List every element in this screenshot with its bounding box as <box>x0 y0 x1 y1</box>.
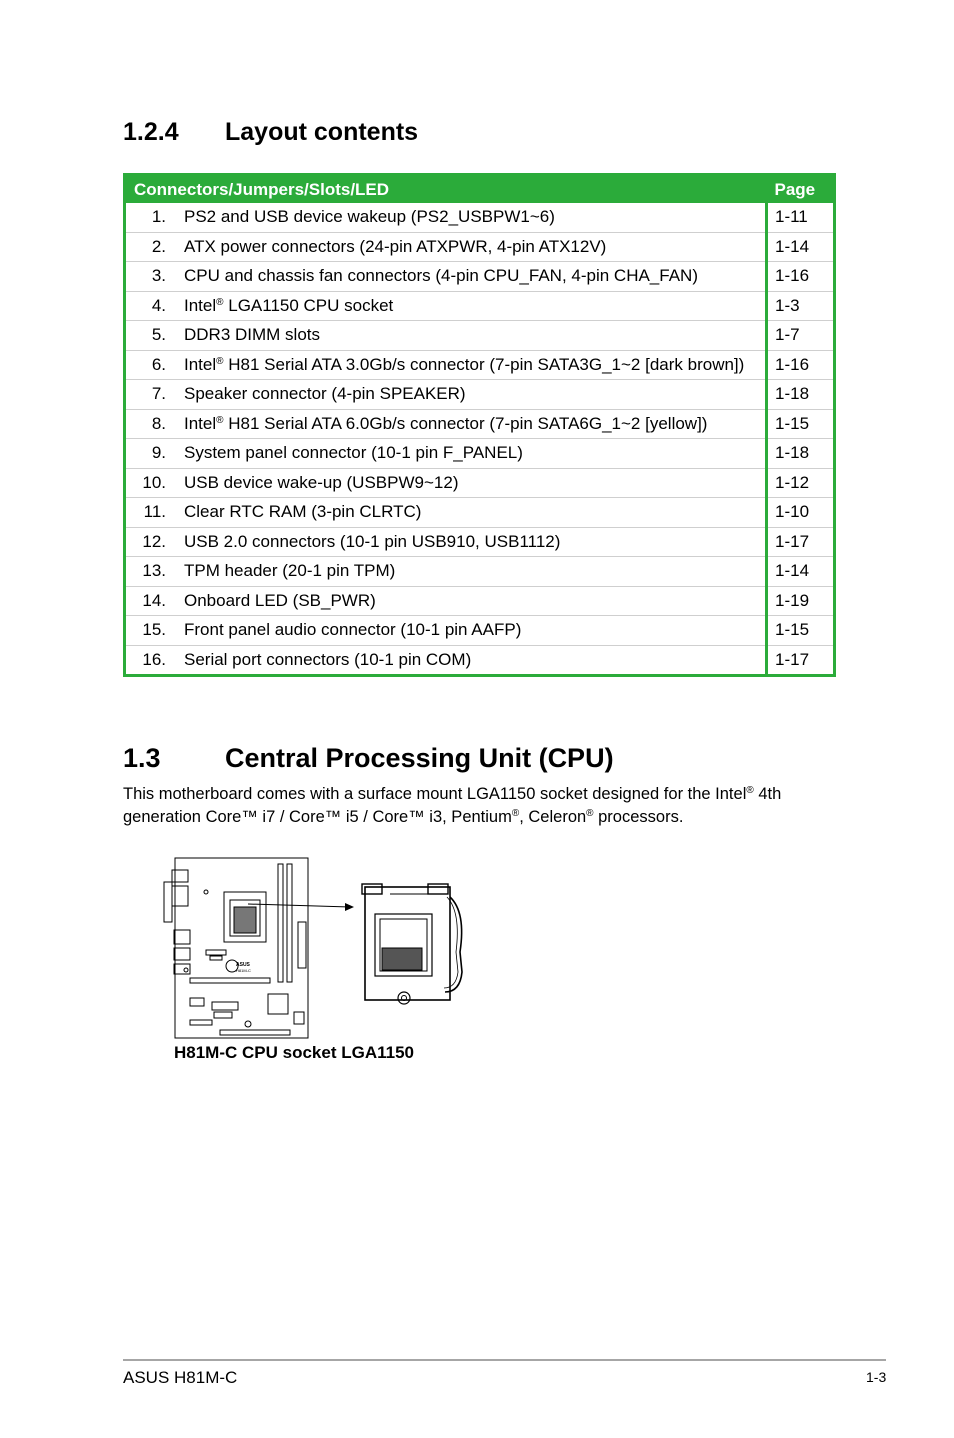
paragraph-text: This motherboard comes with a surface mount LGA1150 socket designed for the Intel <box>123 785 747 803</box>
table-row <box>125 616 835 646</box>
cpu-description-paragraph <box>123 783 843 829</box>
row-description <box>174 291 767 321</box>
description-text: System panel connector (10-1 pin F_PANEL) <box>184 443 523 463</box>
section-number: 1.2.4 <box>123 118 179 146</box>
row-page: 1-12 <box>767 468 835 498</box>
row-number: 15. <box>125 616 175 646</box>
row-page: 1-16 <box>767 262 835 292</box>
row-page: 1-10 <box>767 498 835 528</box>
row-page: 1-11 <box>767 203 835 232</box>
description-text: TPM header (20-1 pin TPM) <box>184 561 396 581</box>
row-number: 4. <box>125 291 175 321</box>
description-text: CPU and chassis fan connectors (4-pin CPU_FAN, 4-pin CHA_FAN) <box>184 266 698 286</box>
description-text: PS2 and USB device wakeup (PS2_USBPW1~6) <box>184 207 555 227</box>
section-title: Layout contents <box>225 118 419 146</box>
description-text: DDR3 DIMM slots <box>184 325 321 345</box>
row-page: 1-15 <box>767 409 835 439</box>
row-number: 12. <box>125 527 175 557</box>
row-number: 11. <box>125 498 175 528</box>
description-text: Onboard LED (SB_PWR) <box>184 590 376 610</box>
row-number: 1. <box>125 203 175 232</box>
table-row <box>125 645 835 676</box>
section-heading-cpu <box>123 743 823 777</box>
description-text: Speaker connector (4-pin SPEAKER) <box>184 384 466 404</box>
paragraph-text: processors. <box>593 808 684 826</box>
description-text: Intel <box>184 295 217 315</box>
description-text: USB 2.0 connectors (10-1 pin USB910, USB1112) <box>184 531 561 551</box>
table-row <box>125 232 835 262</box>
registered-mark: ® <box>216 355 224 367</box>
registered-mark: ® <box>216 296 224 308</box>
row-number: 16. <box>142 649 166 669</box>
row-description <box>174 468 767 498</box>
table-row <box>125 527 835 557</box>
row-description <box>174 557 767 587</box>
table-header-item: Connectors/Jumpers/Slots/LED <box>125 175 767 204</box>
row-number: 7. <box>125 380 175 410</box>
table-row <box>125 262 835 292</box>
table-row <box>125 468 835 498</box>
row-description <box>174 350 767 380</box>
description-text: ATX power connectors (24-pin ATXPWR, 4-pin ATX12V) <box>184 236 607 256</box>
pointer-line <box>248 904 350 907</box>
row-description <box>174 645 767 676</box>
table-row <box>125 586 835 616</box>
description-text: Front panel audio connector (10-1 pin AAFP) <box>184 620 522 640</box>
description-text: Intel <box>184 354 217 374</box>
row-page: 1-16 <box>767 350 835 380</box>
board-logo: ASUS <box>236 962 250 968</box>
paragraph-text: 4th generation Core™ i7 / Core™ i5 / Core™ i3, Pentium <box>123 785 782 826</box>
description-text: USB device wake-up (USBPW9~12) <box>184 472 459 492</box>
row-page: 1-14 <box>767 557 835 587</box>
table-row <box>125 203 835 232</box>
figure-caption: H81M-C CPU socket LGA1150 <box>174 1043 414 1062</box>
row-description <box>174 409 767 439</box>
table-header-row <box>125 175 835 204</box>
registered-mark: ® <box>586 808 594 819</box>
row-page: 1-17 <box>767 527 835 557</box>
row-page: 1-18 <box>767 380 835 410</box>
paragraph-text: , Celeron <box>519 808 587 826</box>
description-text: Intel <box>184 413 217 433</box>
table-header-page: Page <box>767 175 835 204</box>
registered-mark: ® <box>216 414 224 426</box>
arrow-head-icon <box>345 903 354 911</box>
row-page: 1-3 <box>767 291 835 321</box>
row-description <box>174 262 767 292</box>
cpu-socket-diagram <box>160 852 480 1042</box>
row-number: 8. <box>125 409 175 439</box>
row-description <box>174 586 767 616</box>
section-heading-layout-contents <box>123 118 723 150</box>
row-number: 5. <box>125 321 175 351</box>
row-page: 1-7 <box>767 321 835 351</box>
row-number: 3. <box>125 262 175 292</box>
description-text: Clear RTC RAM (3-pin CLRTC) <box>184 502 422 522</box>
row-description <box>174 439 767 469</box>
registered-mark: ® <box>511 808 520 819</box>
description-text: LGA1150 CPU socket <box>223 295 394 315</box>
footer-divider <box>123 1359 886 1361</box>
table-row <box>125 557 835 587</box>
row-description <box>174 380 767 410</box>
table-row <box>125 409 835 439</box>
row-page: 1-17 <box>775 649 810 669</box>
row-number: 2. <box>125 232 175 262</box>
row-description <box>174 527 767 557</box>
table-row <box>125 380 835 410</box>
motherboard-illustration <box>164 858 308 1038</box>
section-title: Central Processing Unit (CPU) <box>225 743 614 773</box>
footer-manual-title: ASUS H81M-C <box>123 1368 238 1387</box>
section-number: 1.3 <box>123 743 161 773</box>
description-text: H81 Serial ATA 3.0Gb/s connector (7-pin SATA3G_1~2 [dark brown]) <box>223 354 745 374</box>
table-row <box>125 350 835 380</box>
table-row <box>125 439 835 469</box>
table-row <box>125 498 835 528</box>
row-number: 6. <box>125 350 175 380</box>
table-row <box>125 321 835 351</box>
table-row <box>125 291 835 321</box>
row-description <box>174 498 767 528</box>
row-description <box>174 321 767 351</box>
description-text: Serial port connectors (10-1 pin COM) <box>184 649 472 669</box>
registered-mark: ® <box>746 785 754 796</box>
board-model: H81M-C <box>236 968 251 973</box>
row-number: 10. <box>125 468 175 498</box>
row-page: 1-15 <box>767 616 835 646</box>
row-number: 13. <box>125 557 175 587</box>
row-page: 1-14 <box>767 232 835 262</box>
footer-page-number: 1-3 <box>866 1369 887 1385</box>
row-page: 1-18 <box>767 439 835 469</box>
row-number: 14. <box>125 586 175 616</box>
row-number: 9. <box>125 439 175 469</box>
row-description <box>174 616 767 646</box>
row-description <box>174 232 767 262</box>
description-text: H81 Serial ATA 6.0Gb/s connector (7-pin SATA6G_1~2 [yellow]) <box>223 413 708 433</box>
row-page: 1-19 <box>767 586 835 616</box>
lga1150-socket-illustration <box>362 884 462 1004</box>
row-description <box>174 203 767 232</box>
layout-contents-table <box>123 173 836 677</box>
